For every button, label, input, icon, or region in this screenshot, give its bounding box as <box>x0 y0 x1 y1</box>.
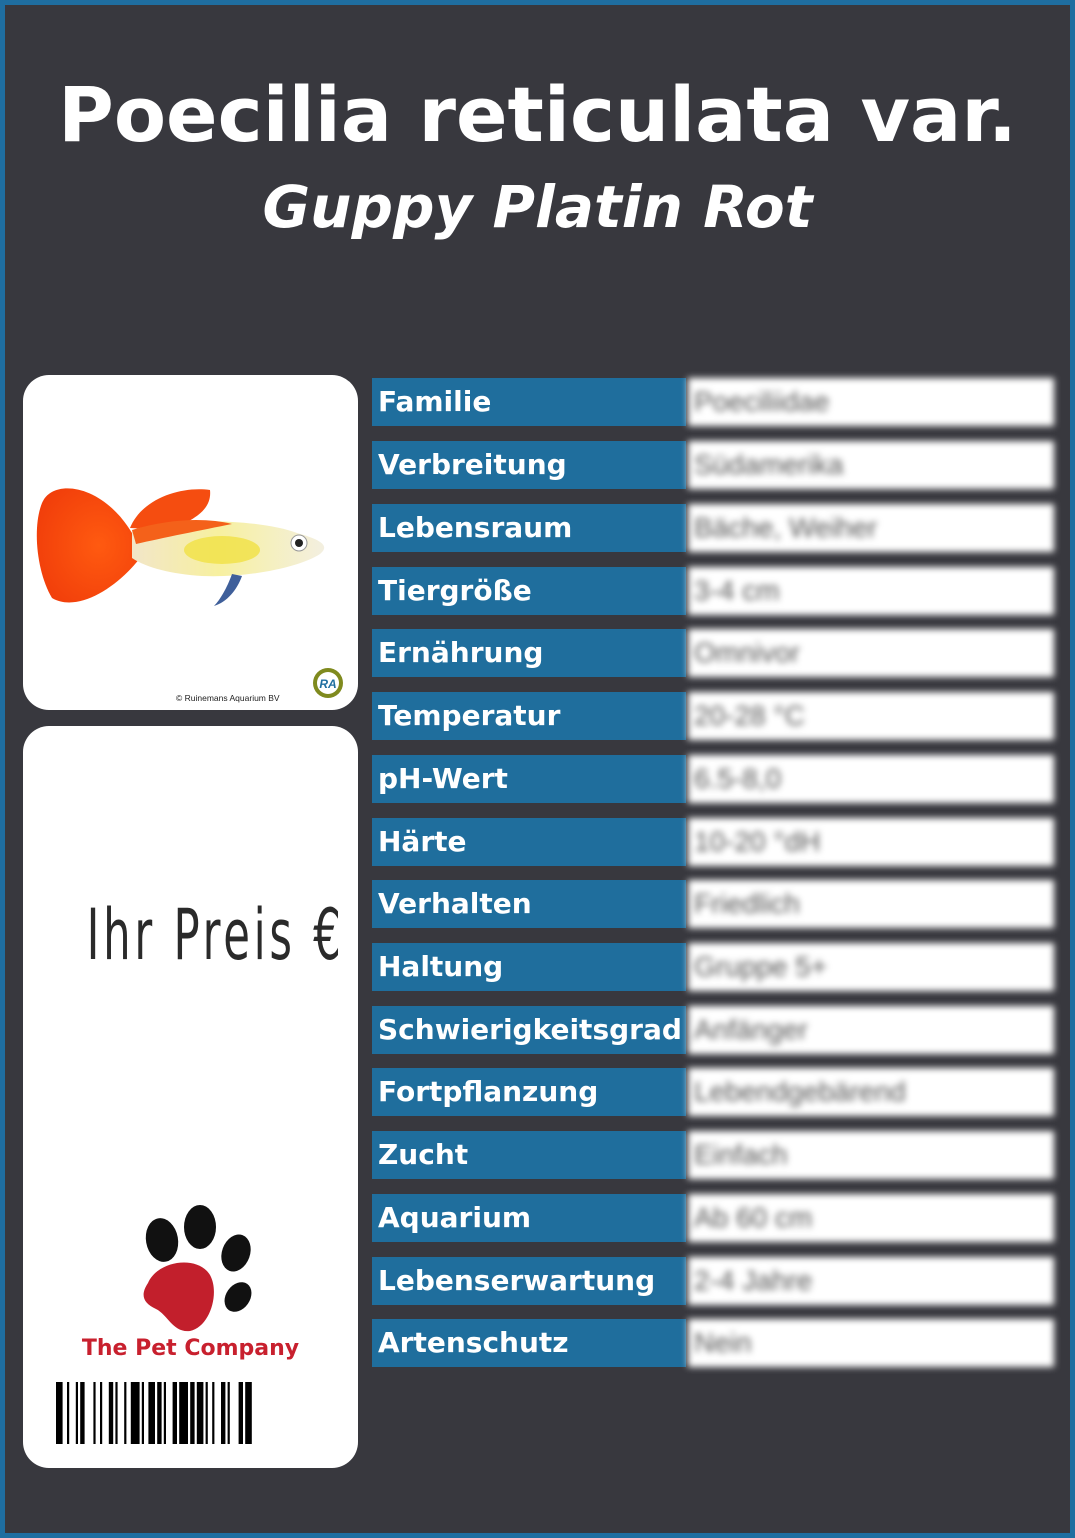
barcode-bar <box>115 1382 117 1444</box>
fact-row <box>372 1194 1054 1242</box>
fact-value: Lebendgebärend <box>688 1068 1054 1116</box>
fact-value: 6.5-8,0 <box>688 755 1054 803</box>
fact-value: Einfach <box>688 1131 1054 1179</box>
fact-row <box>372 629 1054 677</box>
fact-row <box>372 1257 1054 1305</box>
fact-row <box>372 692 1054 740</box>
fact-value: Nein <box>688 1319 1054 1367</box>
fact-label: Ernährung <box>372 629 686 677</box>
barcode-bar <box>173 1382 177 1444</box>
guppy-fish-image <box>32 478 332 613</box>
barcode-bar <box>100 1382 102 1444</box>
barcode-bar <box>179 1382 188 1444</box>
barcode-bar <box>56 1382 63 1444</box>
paw-icon <box>128 1205 258 1335</box>
fact-row <box>372 1319 1054 1367</box>
fact-label: Familie <box>372 378 686 426</box>
fact-label: Härte <box>372 818 686 866</box>
fact-value: Ab 60 cm <box>688 1194 1054 1242</box>
barcode-bar <box>80 1382 84 1444</box>
barcode-bar <box>206 1382 208 1444</box>
fact-row <box>372 755 1054 803</box>
fact-row <box>372 441 1054 489</box>
fact-label: Verhalten <box>372 880 686 928</box>
barcode-bar <box>197 1382 204 1444</box>
fact-label: Tiergröße <box>372 567 686 615</box>
fact-label: Lebenserwartung <box>372 1257 686 1305</box>
fact-row <box>372 504 1054 552</box>
fact-label: Haltung <box>372 943 686 991</box>
fact-value: Omnivor <box>688 629 1054 677</box>
barcode-bar <box>212 1382 214 1444</box>
fact-value: 20-28 °C <box>688 692 1054 740</box>
barcode-bar <box>221 1382 225 1444</box>
barcode-bar <box>239 1382 243 1444</box>
fact-value: 3-4 cm <box>688 567 1054 615</box>
species-common-name: Guppy Platin Rot <box>262 173 813 241</box>
fact-value: Poeciliidae <box>688 378 1054 426</box>
barcode-bar <box>157 1382 161 1444</box>
fact-label: Artenschutz <box>372 1319 686 1367</box>
fact-label: Temperatur <box>372 692 686 740</box>
fact-label: Schwierigkeitsgrad <box>372 1006 686 1054</box>
brand-name: The Pet Company <box>81 1336 300 1361</box>
fact-row <box>372 1131 1054 1179</box>
barcode-icon <box>56 1382 332 1444</box>
fact-value: Friedlich <box>688 880 1054 928</box>
fact-label: Zucht <box>372 1131 686 1179</box>
price-label: Ihr Preis € <box>86 894 345 976</box>
fact-row <box>372 943 1054 991</box>
fact-row <box>372 567 1054 615</box>
fact-value: Gruppe 5+ <box>688 943 1054 991</box>
fact-row <box>372 378 1054 426</box>
fact-value: Südamerika <box>688 441 1054 489</box>
fact-value: Anfänger <box>688 1006 1054 1054</box>
fact-label: Aquarium <box>372 1194 686 1242</box>
fact-row <box>372 1068 1054 1116</box>
barcode-bar <box>245 1382 252 1444</box>
species-title: Poecilia reticulata var. <box>58 70 1017 159</box>
barcode-bar <box>142 1382 144 1444</box>
barcode-bar <box>190 1382 194 1444</box>
fact-label: pH-Wert <box>372 755 686 803</box>
badge-text: RA <box>319 677 337 691</box>
fact-value: 10-20 °dH <box>688 818 1054 866</box>
barcode-bar <box>131 1382 140 1444</box>
barcode-bar <box>109 1382 113 1444</box>
fact-row <box>372 880 1054 928</box>
fact-value: 2-4 Jahre <box>688 1257 1054 1305</box>
barcode-bar <box>164 1382 166 1444</box>
barcode-bar <box>148 1382 155 1444</box>
fact-label: Fortpflanzung <box>372 1068 686 1116</box>
barcode-bar <box>76 1382 78 1444</box>
photo-credit: © Ruinemans Aquarium BV <box>176 693 280 703</box>
fact-value: Bäche, Weiher <box>688 504 1054 552</box>
fact-label: Lebensraum <box>372 504 686 552</box>
barcode-bar <box>93 1382 95 1444</box>
ruinemans-logo-icon <box>312 667 344 703</box>
barcode-bar <box>228 1382 230 1444</box>
fact-row <box>372 1006 1054 1054</box>
fact-row <box>372 818 1054 866</box>
barcode-bar <box>67 1382 69 1444</box>
fact-label: Verbreitung <box>372 441 686 489</box>
barcode-bar <box>124 1382 126 1444</box>
